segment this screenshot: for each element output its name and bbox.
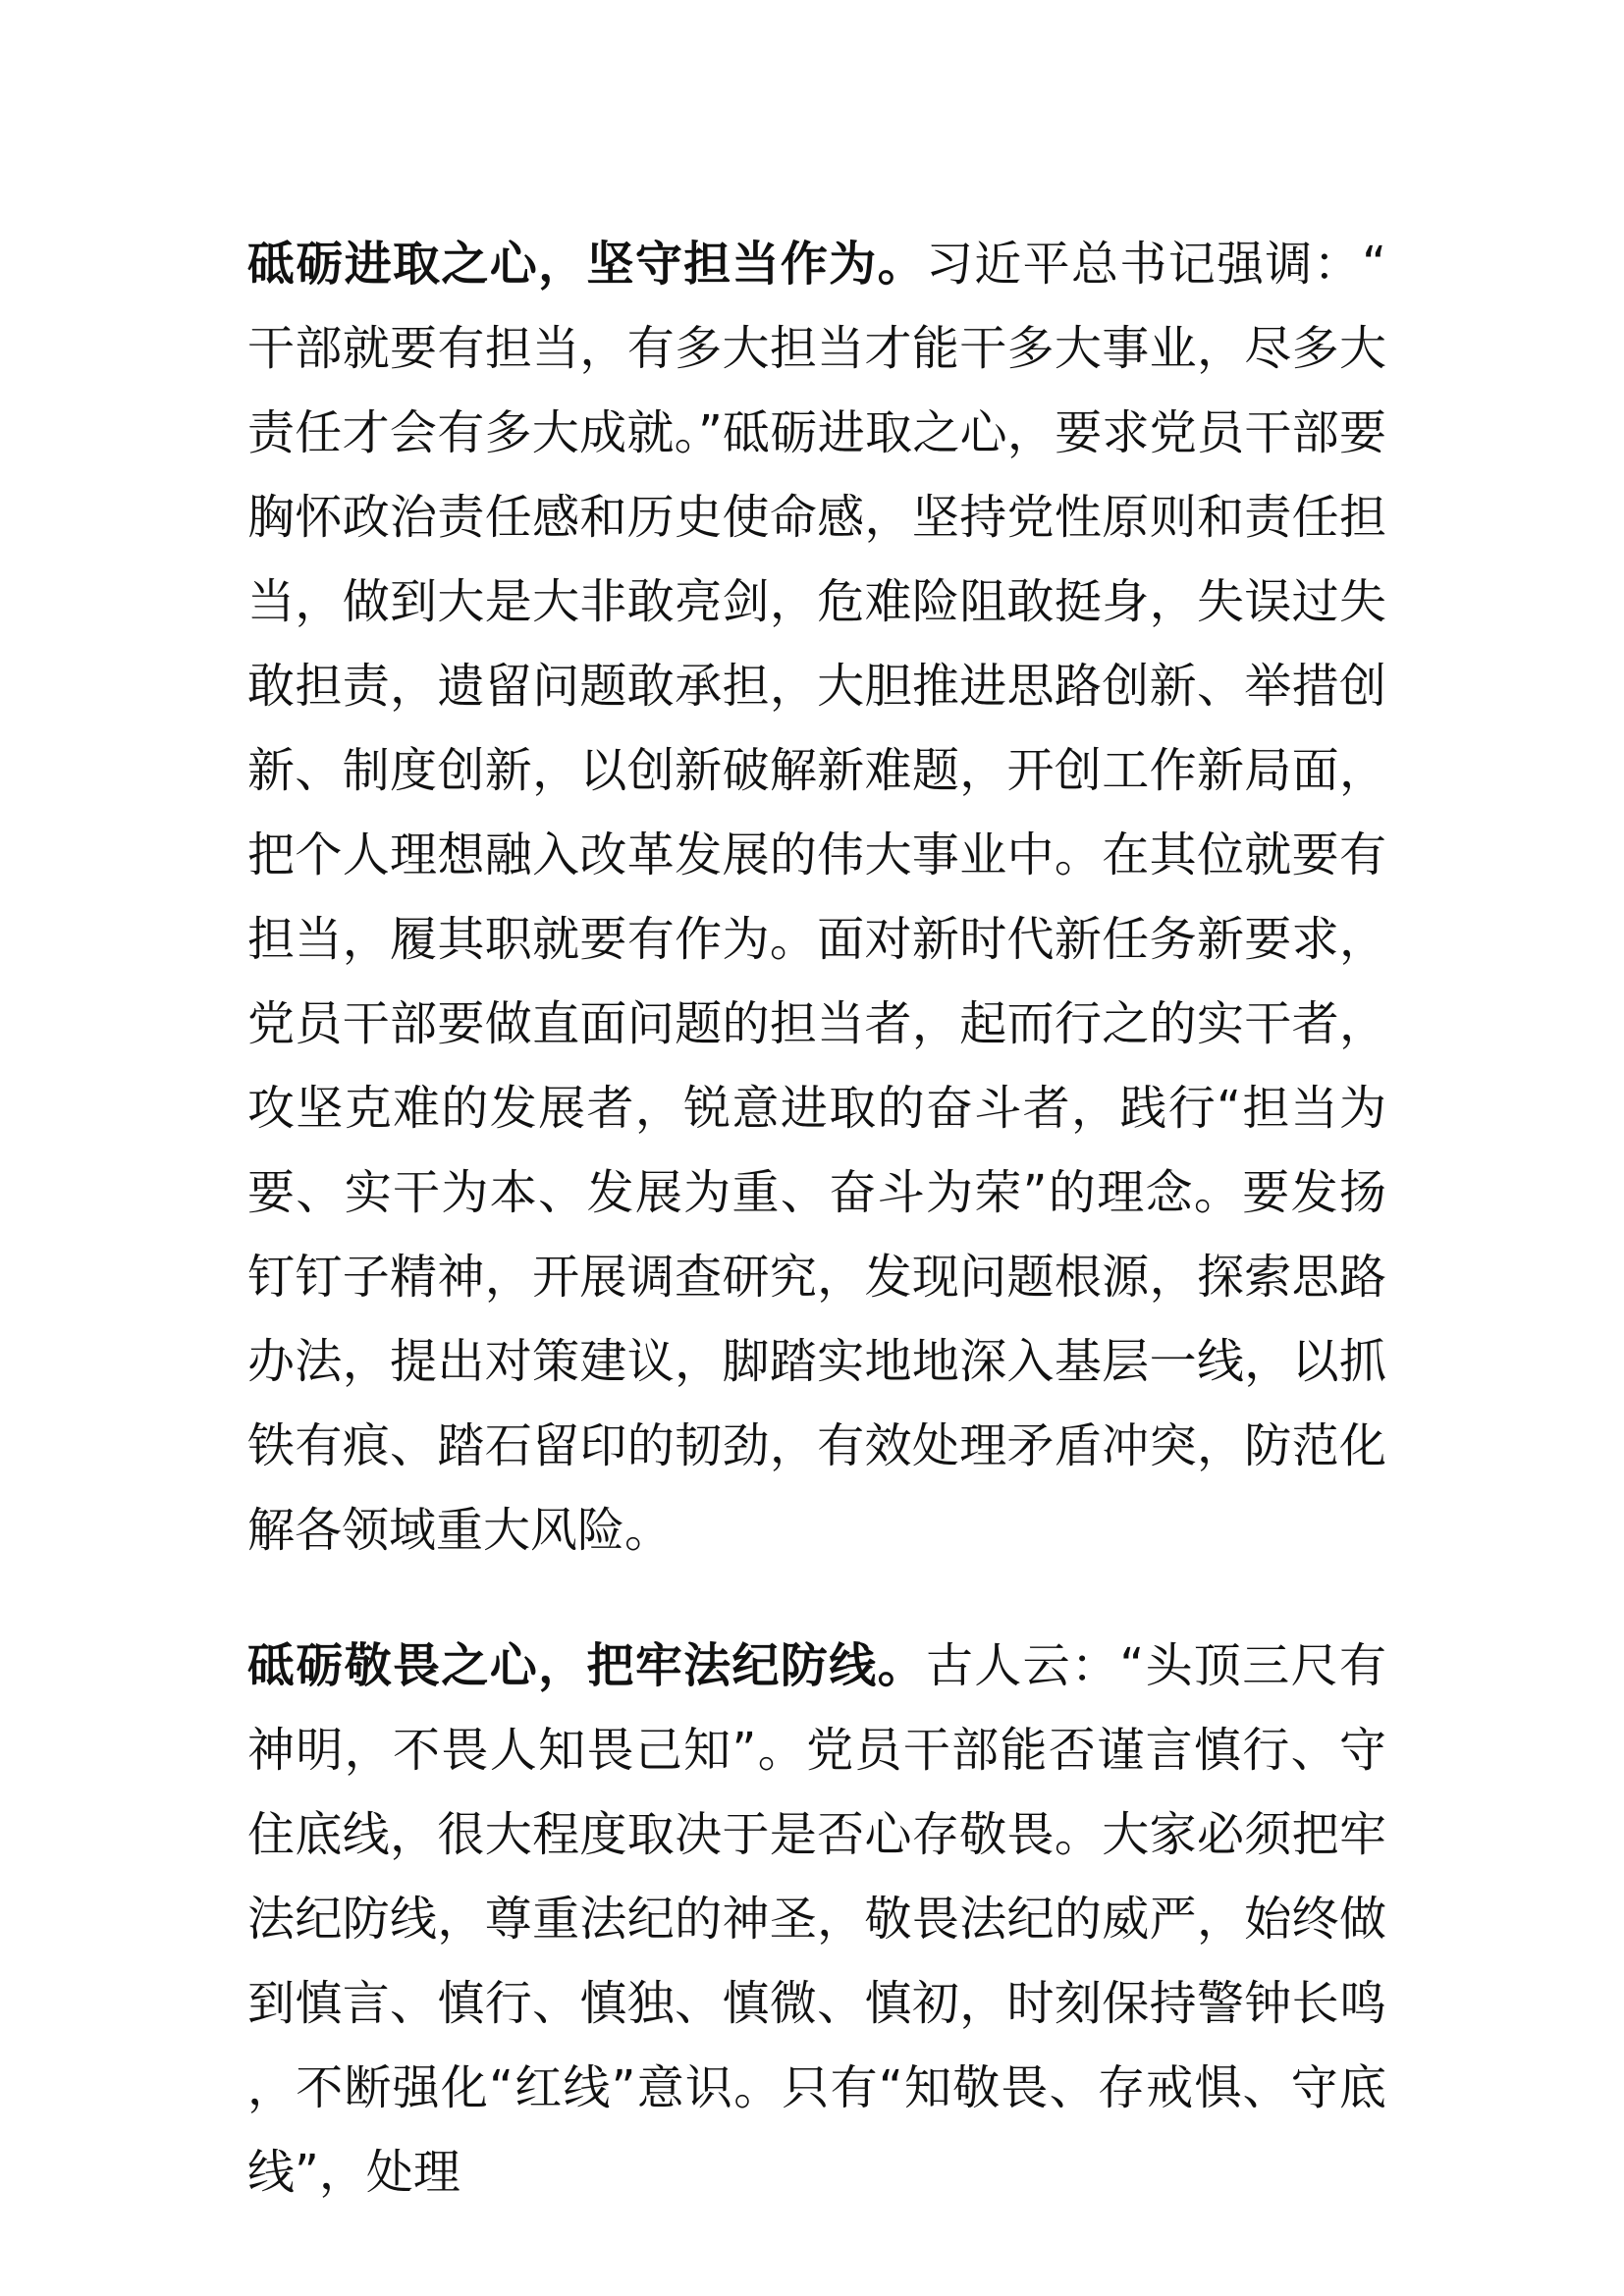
paragraph-lead-heading: 砥砺进取之心，坚守担当作为。 xyxy=(247,237,926,292)
paragraph-striving-spirit xyxy=(247,222,1386,1573)
document-body xyxy=(247,222,1386,2215)
paragraph-reverence-law xyxy=(247,1624,1386,2215)
paragraph-lead-heading: 砥砺敬畏之心，把牢法纪防线。 xyxy=(247,1638,926,1693)
paragraph-body-text: 古人云：“头顶三尺有神明，不畏人知畏己知”。党员干部能否谨言慎行、守住底线，很大程度取决于是否心存敬畏。大家必须把牢法纪防线，尊重法纪的神圣，敬畏法纪的威严，始终做到慎言、慎行、慎独、慎微、慎初，时刻保持警钟长鸣，不断强化“红线”意识。只有“知敬畏、存戒惧、守底线”，处理 xyxy=(247,1638,1386,2200)
paragraph-body-text: 习近平总书记强调：“干部就要有担当，有多大担当才能干多大事业，尽多大责任才会有多大成就。”砥砺进取之心，要求党员干部要胸怀政治责任感和历史使命感，坚持党性原则和责任担当，做到大是大非敢亮剑，危难险阻敢挺身，失误过失敢担责，遗留问题敢承担，大胆推进思路创新、举措创新、制度创新，以创新破解新难题，开创工作新局面，把个人理想融入改革发展的伟大事业中。在其位就要有担当，履其职就要有作为。面对新时代新任务新要求，党员干部要做直面问题的担当者，起而行之的实干者，攻坚克难的发展者，锐意进取的奋斗者，践行“担当为要、实干为本、发展为重、奋斗为荣”的理念。要发扬钉钉子精神，开展调查研究，发现问题根源，探索思路办法，提出对策建议，脚踏实地地深入基层一线，以抓铁有痕、踏石留印的韧劲，有效处理矛盾冲突，防范化解各领域重大风险。 xyxy=(247,237,1386,1558)
